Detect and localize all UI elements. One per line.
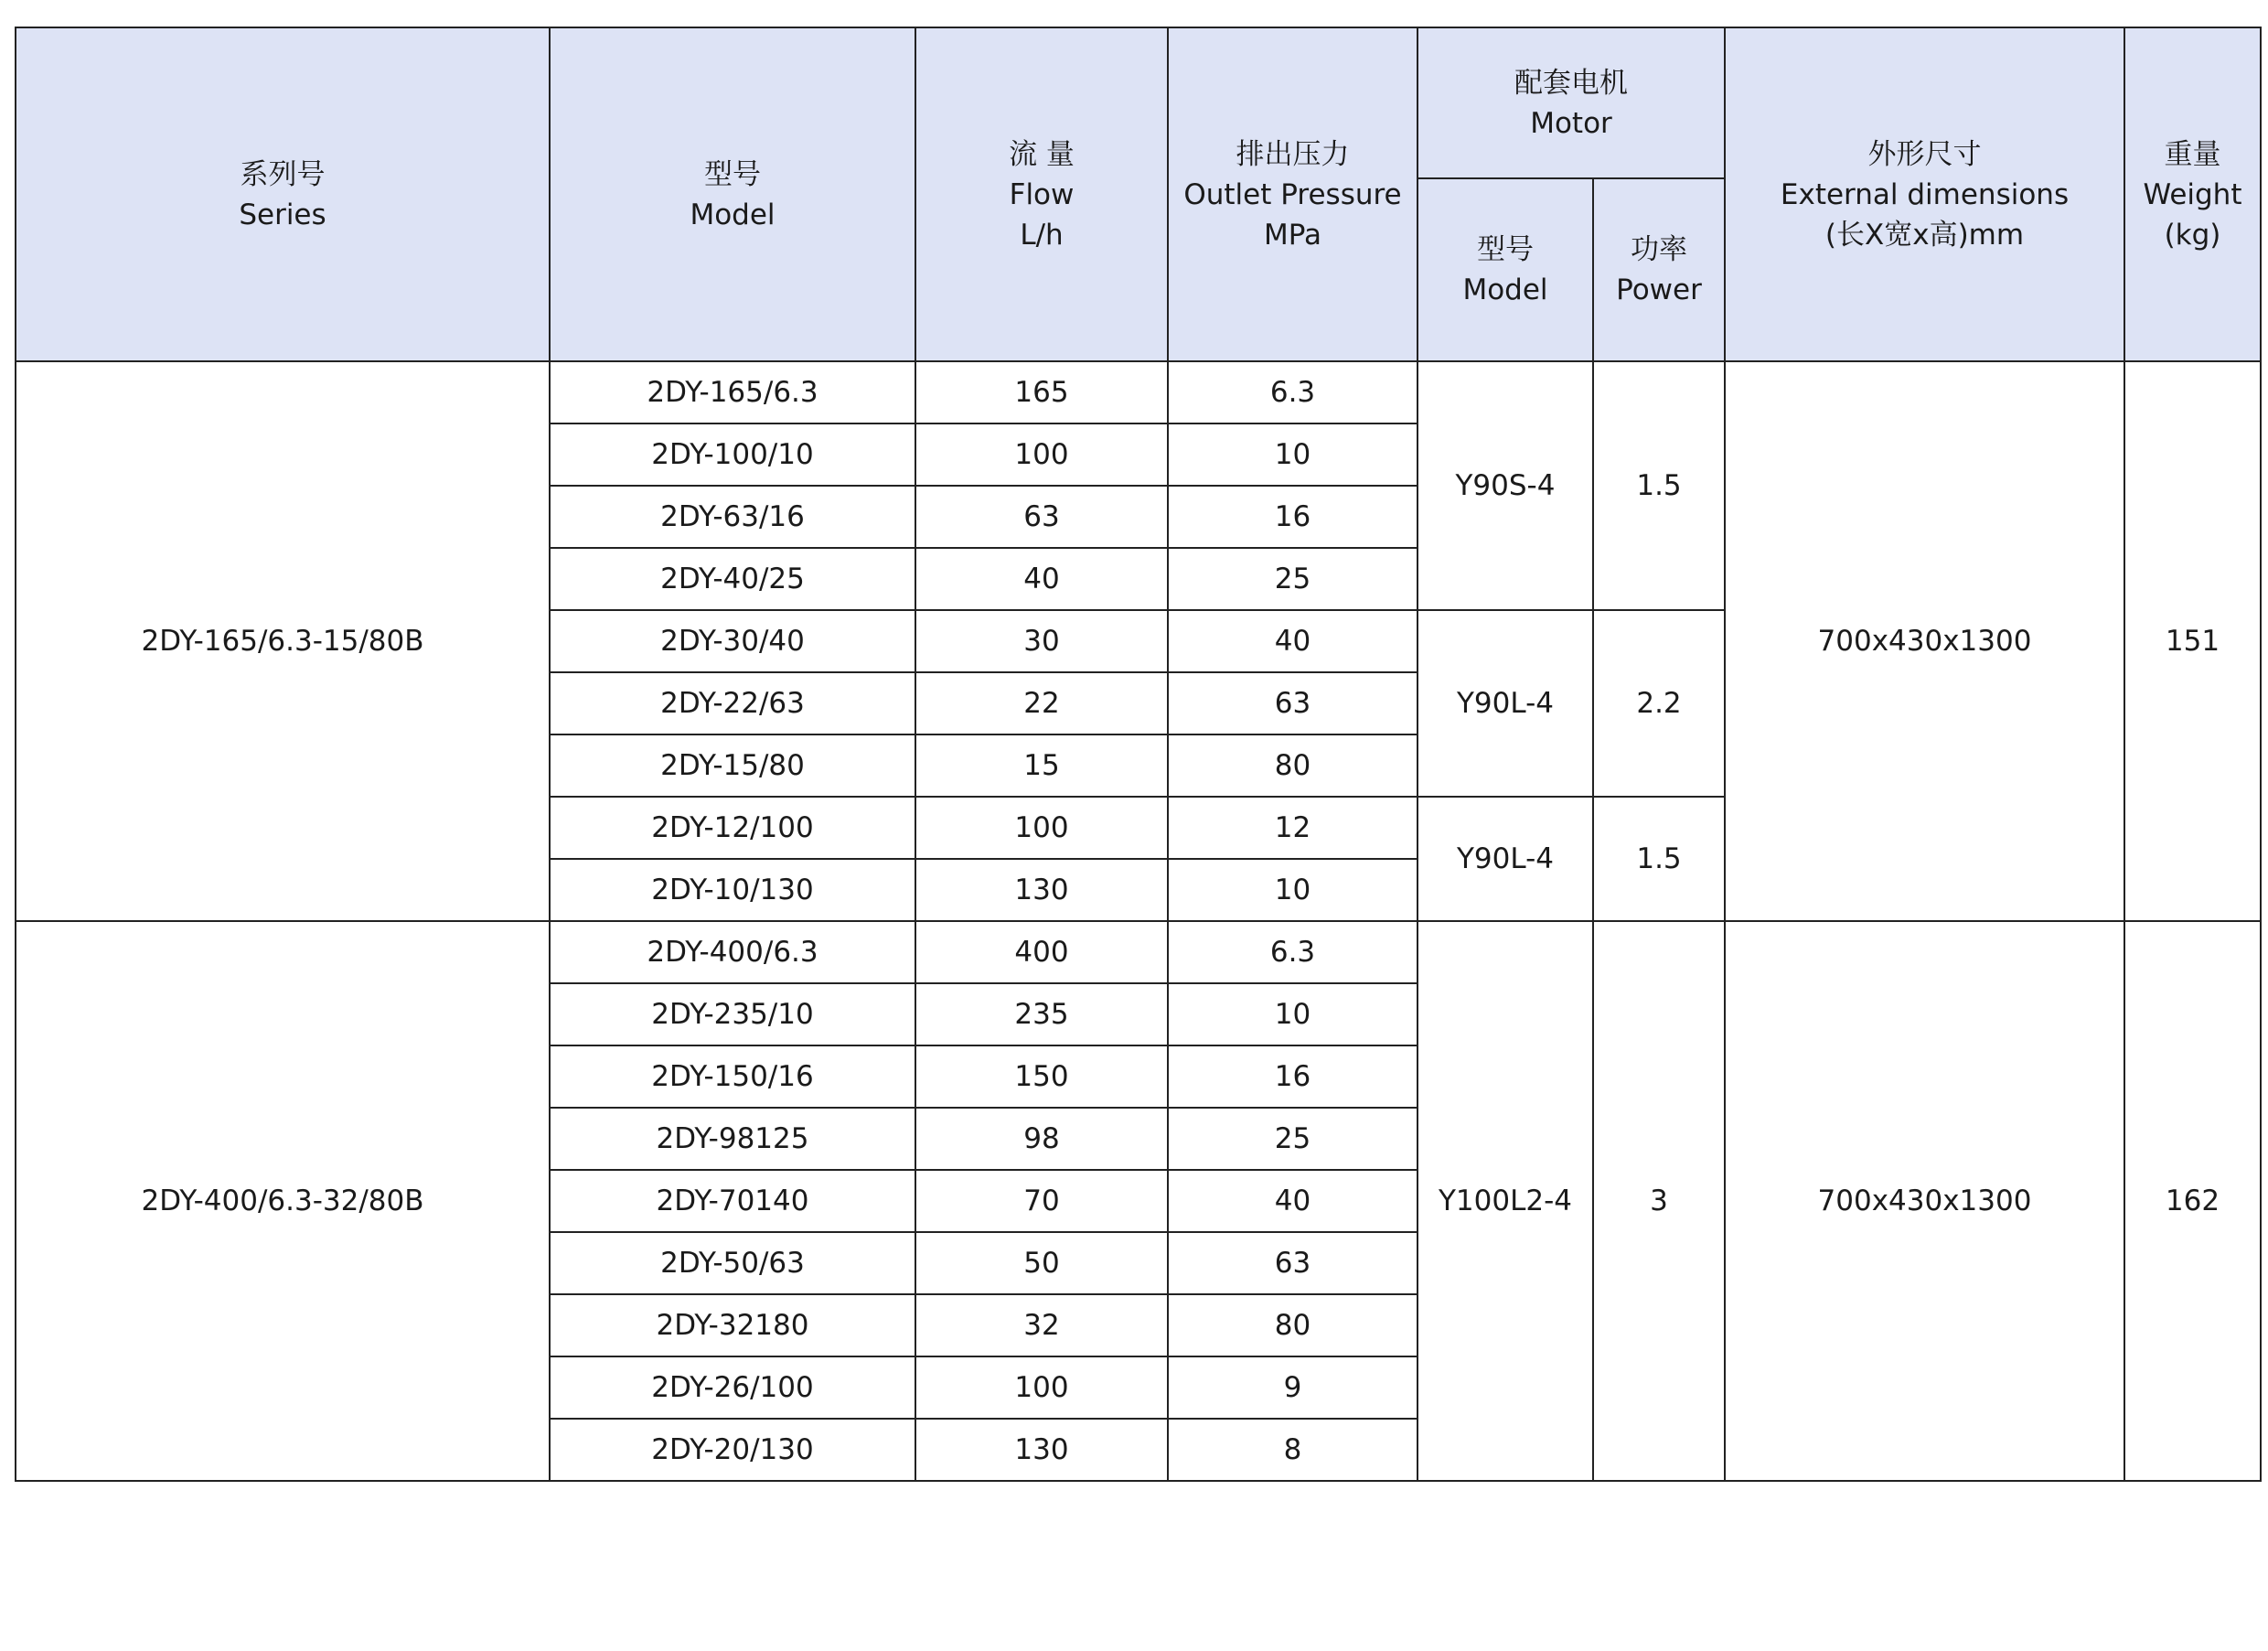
header-weight-zh: 重量 bbox=[2164, 137, 2221, 171]
flow-cell: 22 bbox=[915, 672, 1168, 734]
header-series-en: Series bbox=[239, 198, 326, 231]
flow-cell: 150 bbox=[915, 1045, 1168, 1108]
series-cell: 2DY-165/6.3-15/80B bbox=[16, 361, 550, 921]
flow-cell: 63 bbox=[915, 486, 1168, 548]
pressure-cell: 40 bbox=[1168, 610, 1418, 672]
model-cell: 2DY-10/130 bbox=[550, 859, 915, 921]
model-cell: 2DY-30/40 bbox=[550, 610, 915, 672]
header-dimensions-unit: (长X宽x高)mm bbox=[1824, 218, 2025, 252]
model-cell: 2DY-235/10 bbox=[550, 983, 915, 1045]
header-model bbox=[550, 27, 915, 361]
model-cell: 2DY-50/63 bbox=[550, 1232, 915, 1294]
pressure-cell: 63 bbox=[1168, 672, 1418, 734]
pressure-cell: 10 bbox=[1168, 859, 1418, 921]
header-weight bbox=[2124, 27, 2261, 361]
header-motor-model-en: Model bbox=[1462, 273, 1548, 306]
series-cell: 2DY-400/6.3-32/80B bbox=[16, 921, 550, 1481]
flow-cell: 400 bbox=[915, 921, 1168, 983]
flow-cell: 100 bbox=[915, 797, 1168, 859]
model-cell: 2DY-40/25 bbox=[550, 548, 915, 610]
header-model-en: Model bbox=[690, 198, 776, 231]
header-motor-zh: 配套电机 bbox=[1514, 66, 1628, 100]
pressure-cell: 8 bbox=[1168, 1419, 1418, 1481]
header-pressure-unit: MPa bbox=[1263, 218, 1322, 252]
weight-cell: 162 bbox=[2124, 921, 2261, 1481]
flow-cell: 100 bbox=[915, 1356, 1168, 1419]
header-weight-unit: (kg) bbox=[2164, 218, 2221, 252]
dimensions-cell: 700x430x1300 bbox=[1725, 361, 2124, 921]
model-cell: 2DY-22/63 bbox=[550, 672, 915, 734]
header-series-zh: 系列号 bbox=[240, 157, 326, 191]
pressure-cell: 10 bbox=[1168, 983, 1418, 1045]
header-model-zh: 型号 bbox=[704, 157, 761, 191]
model-cell: 2DY-70140 bbox=[550, 1170, 915, 1232]
model-cell: 2DY-150/16 bbox=[550, 1045, 915, 1108]
pressure-cell: 16 bbox=[1168, 1045, 1418, 1108]
header-pressure-en: Outlet Pressure bbox=[1183, 177, 1402, 211]
flow-cell: 130 bbox=[915, 859, 1168, 921]
flow-cell: 70 bbox=[915, 1170, 1168, 1232]
model-cell: 2DY-165/6.3 bbox=[550, 361, 915, 423]
header-motor-model bbox=[1418, 178, 1593, 361]
dimensions-cell: 700x430x1300 bbox=[1725, 921, 2124, 1481]
pressure-cell: 12 bbox=[1168, 797, 1418, 859]
flow-cell: 98 bbox=[915, 1108, 1168, 1170]
motor-model-cell: Y90S-4 bbox=[1418, 361, 1593, 610]
weight-cell: 151 bbox=[2124, 361, 2261, 921]
motor-model-cell: Y90L-4 bbox=[1418, 797, 1593, 921]
pressure-cell: 9 bbox=[1168, 1356, 1418, 1419]
pressure-cell: 16 bbox=[1168, 486, 1418, 548]
model-cell: 2DY-12/100 bbox=[550, 797, 915, 859]
header-motor-model-zh: 型号 bbox=[1477, 233, 1534, 266]
motor-model-cell: Y90L-4 bbox=[1418, 610, 1593, 797]
pressure-cell: 63 bbox=[1168, 1232, 1418, 1294]
pressure-cell: 6.3 bbox=[1168, 921, 1418, 983]
header-flow-zh: 流 量 bbox=[1009, 137, 1075, 171]
header-motor-power bbox=[1593, 178, 1725, 361]
motor-power-cell: 1.5 bbox=[1593, 361, 1725, 610]
pressure-cell: 6.3 bbox=[1168, 361, 1418, 423]
flow-cell: 165 bbox=[915, 361, 1168, 423]
pressure-cell: 25 bbox=[1168, 1108, 1418, 1170]
flow-cell: 30 bbox=[915, 610, 1168, 672]
motor-power-cell: 1.5 bbox=[1593, 797, 1725, 921]
motor-power-cell: 3 bbox=[1593, 921, 1725, 1481]
flow-cell: 235 bbox=[915, 983, 1168, 1045]
flow-cell: 50 bbox=[915, 1232, 1168, 1294]
header-dimensions bbox=[1725, 27, 2124, 361]
header-flow-unit: L/h bbox=[1020, 218, 1064, 252]
model-cell: 2DY-100/10 bbox=[550, 423, 915, 486]
pressure-cell: 80 bbox=[1168, 1294, 1418, 1356]
header-motor-power-zh: 功率 bbox=[1631, 233, 1687, 266]
motor-power-cell: 2.2 bbox=[1593, 610, 1725, 797]
pump-spec-table bbox=[15, 27, 2262, 1482]
flow-cell: 100 bbox=[915, 423, 1168, 486]
header-pressure-zh: 排出压力 bbox=[1236, 137, 1350, 171]
header-weight-en: Weight bbox=[2143, 177, 2242, 211]
pressure-cell: 10 bbox=[1168, 423, 1418, 486]
motor-model-cell: Y100L2-4 bbox=[1418, 921, 1593, 1481]
header-flow-en: Flow bbox=[1009, 177, 1075, 211]
header-motor-power-en: Power bbox=[1616, 273, 1702, 306]
flow-cell: 15 bbox=[915, 734, 1168, 797]
pressure-cell: 80 bbox=[1168, 734, 1418, 797]
model-cell: 2DY-63/16 bbox=[550, 486, 915, 548]
table-header bbox=[16, 27, 2261, 361]
table-row bbox=[16, 921, 2261, 983]
model-cell: 2DY-20/130 bbox=[550, 1419, 915, 1481]
model-cell: 2DY-32180 bbox=[550, 1294, 915, 1356]
pressure-cell: 25 bbox=[1168, 548, 1418, 610]
table-row bbox=[16, 361, 2261, 423]
header-motor bbox=[1418, 27, 1725, 178]
model-cell: 2DY-98125 bbox=[550, 1108, 915, 1170]
header-flow bbox=[915, 27, 1168, 361]
header-dimensions-en: External dimensions bbox=[1780, 177, 2070, 211]
model-cell: 2DY-15/80 bbox=[550, 734, 915, 797]
flow-cell: 40 bbox=[915, 548, 1168, 610]
table-body bbox=[16, 361, 2261, 1481]
pressure-cell: 40 bbox=[1168, 1170, 1418, 1232]
flow-cell: 32 bbox=[915, 1294, 1168, 1356]
flow-cell: 130 bbox=[915, 1419, 1168, 1481]
header-dimensions-zh: 外形尺寸 bbox=[1867, 137, 1982, 171]
header-motor-en: Motor bbox=[1530, 106, 1612, 140]
header-pressure bbox=[1168, 27, 1418, 361]
model-cell: 2DY-400/6.3 bbox=[550, 921, 915, 983]
model-cell: 2DY-26/100 bbox=[550, 1356, 915, 1419]
header-series bbox=[16, 27, 550, 361]
